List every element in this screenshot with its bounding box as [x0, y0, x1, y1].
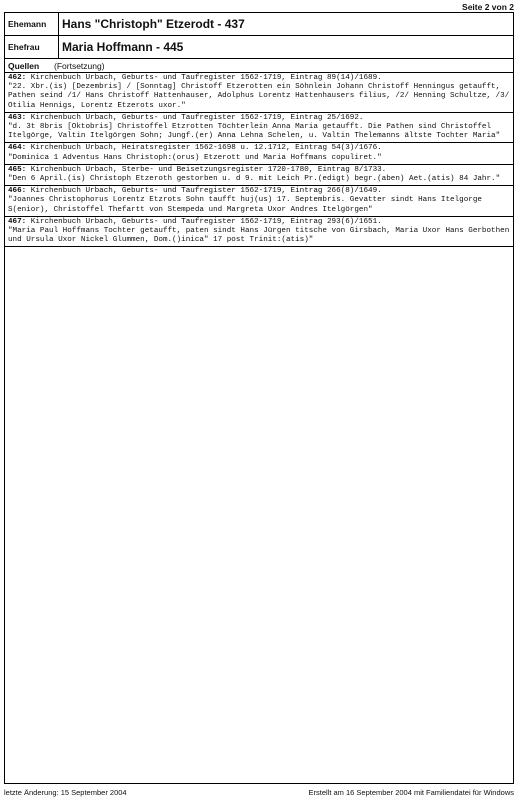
- wife-name: Maria Hoffmann - 445: [58, 36, 513, 58]
- source-citation: Kirchenbuch Urbach, Sterbe- und Beisetzungsregister 1720-1780, Eintrag 8/1733.: [26, 165, 387, 174]
- page-number: Seite 2 von 2: [462, 2, 514, 12]
- source-citation: Kirchenbuch Urbach, Geburts- und Taufregister 1562-1719, Eintrag 25/1692.: [26, 113, 364, 122]
- source-number: 463:: [8, 113, 27, 122]
- source-entry: [5, 186, 513, 217]
- source-citation: Kirchenbuch Urbach, Geburts- und Taufregister 1562-1719, Eintrag 89(14)/1689.: [26, 74, 382, 82]
- source-number: 462:: [8, 74, 27, 82]
- source-transcription: "Joannes Christophorus Lorentz Etzrots Sohn taufft huj(us) 17. Septembris. Gevatter sindt Hans Itelgorge S(enior), Christoffel Thefartt von Stempeda und Margreta Uxor Andres Itelgörgen": [8, 196, 487, 214]
- husband-row: [5, 13, 513, 36]
- husband-label: Ehemann: [8, 19, 47, 29]
- source-transcription: "Den 6 April.(is) Christoph Etzeroth gestorben u. d 9. mit Leich Pr.(edigt) begr.(aben) Aet.(atis) 84 Jahr.": [8, 175, 501, 184]
- source-entries: [5, 73, 513, 247]
- source-entry: [5, 217, 513, 248]
- family-sheet: [4, 12, 514, 784]
- source-entry: [5, 143, 513, 164]
- source-transcription: "Maria Paul Hoffmans Tochter getaufft, paten sindt Hans Jürgen titsche von Girsbach, Maria Uxor Hans Gerbothen und Ursula Uxor Nickel Glummen, Dom.()inica" 17 post Trinit:(atis)": [8, 227, 514, 245]
- husband-name: Hans "Christoph" Etzerodt - 437: [58, 13, 513, 35]
- source-number: 467:: [8, 217, 27, 226]
- source-entry: [5, 165, 513, 186]
- source-citation: Kirchenbuch Urbach, Geburts- und Taufregister 1562-1719, Eintrag 293(6)/1651.: [26, 217, 382, 226]
- source-number: 464:: [8, 144, 27, 153]
- source-number: 466:: [8, 187, 27, 196]
- source-transcription: "Dominica 1 Adventus Hans Christoph:(orus) Etzerott und Maria Hoffmans copuliret.": [8, 153, 382, 162]
- wife-row: [5, 36, 513, 59]
- created-note: Erstellt am 16 September 2004 mit Familiendatei für Windows: [308, 788, 514, 797]
- source-citation: Kirchenbuch Urbach, Heiratsregister 1562-1698 u. 12.1712, Eintrag 54(3)/1676.: [26, 144, 382, 153]
- sources-label: Quellen: [8, 60, 40, 71]
- source-citation: Kirchenbuch Urbach, Geburts- und Taufregister 1562-1719, Eintrag 266(8)/1649.: [26, 187, 382, 196]
- source-transcription: "22. Xbr.(is) [Dezembris] / [Sonntag] Christoff Etzerotten ein Söhnlein Johann Christoff Henningus getaufft, Pathen seind /1/ Hans Christoff Hattenhauser, Adolphus Lorentz Hattenhausers filius, /2/ Henning Schultze, /3/ Otilia Hennigs, Lorentz Etzerots uxor.": [8, 83, 514, 110]
- sources-header: [5, 59, 513, 73]
- source-transcription: "d. 3t 8bris [Oktobris] Christoffel Etzrotten Töchterlein Anna Maria getaufft. Die Pathen sind Christoffel Itelgörge, Valtin Itelgörgen Sohn; Jungf.(er) Anna Lehna Schelen, u. Valtin Thelemanns ältste Tochter Maria": [8, 123, 501, 141]
- source-entry: [5, 113, 513, 144]
- source-entry: [5, 73, 513, 113]
- wife-label: Ehefrau: [8, 42, 40, 52]
- last-change: letzte Änderung: 15 September 2004: [4, 788, 127, 797]
- sources-continuation: (Fortsetzung): [54, 60, 105, 71]
- source-number: 465:: [8, 165, 27, 174]
